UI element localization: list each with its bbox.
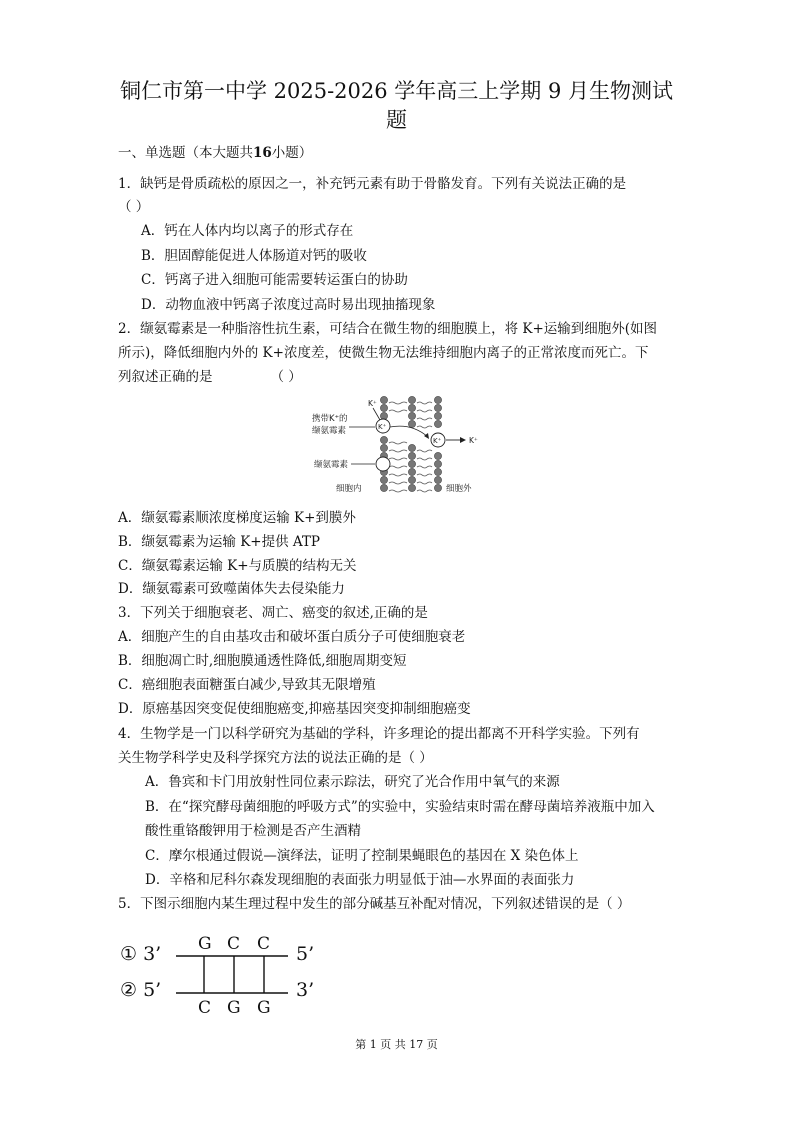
q3-option-d: D．原癌基因突变促使细胞癌变,抑癌基因突变抑制细胞癌变 [118,701,471,717]
transport-arrow [390,426,428,437]
k-exit-arrowhead [460,437,466,443]
q3-option-a: A．细胞产生的自由基攻击和破坏蛋白质分子可使细胞衰老 [118,629,466,645]
inside-cell-label: 细胞内 [336,484,362,494]
section-prefix: 一、单选题（本大题共 [118,145,253,161]
strand2-label: ② 5’ [120,979,162,1001]
strand1-end-label: 5’ [296,943,315,965]
lipid-heads-column-2 [408,396,415,491]
q1-option-d: D．动物血液中钙离子浓度过高时易出现抽搐现象 [141,297,436,313]
q1-option-c: C．钙离子进入细胞可能需要转运蛋白的协助 [141,272,408,288]
valinomycin-label: 缬氨霉素 [314,460,349,470]
membrane-figure [300,393,500,503]
base-pairing-figure [118,925,338,1020]
k-ion-released: K⁺ [433,437,442,445]
k-entry-arrow [373,408,380,420]
q1-bracket: （ ） [118,199,150,215]
q4-option-a: A．鲁宾和卡门用放射性同位素示踪法，研究了光合作用中氧气的来源 [145,774,560,790]
page-footer: 第 1 页 共 17 页 [355,1038,438,1051]
q4-option-b-cont: 酸性重铬酸钾用于检测是否产生酒精 [145,823,361,839]
q3-option-c: C．癌细胞表面糖蛋白减少,导致其无限增殖 [118,677,376,693]
q5-stem: 5．下图示细胞内某生理过程中发生的部分碱基互补配对情况，下列叙述错误的是（ ） [118,896,631,912]
carry-k-label-line1: 携带K⁺的 [312,414,348,424]
q2-option-a: A．缬氨霉素顺浓度梯度运输 K+到膜外 [118,510,356,526]
q3-option-b: B．细胞凋亡时,细胞膜通透性降低,细胞周期变短 [118,653,407,669]
q1-option-b: B．胆固醇能促进人体肠道对钙的吸收 [141,248,367,264]
section-suffix: 小题） [271,145,313,161]
outside-cell-label: 细胞外 [446,484,472,494]
q4-stem-line1: 4．生物学是一门以科学研究为基础的学科，许多理论的提出都离不开科学实验。下列有 [118,726,640,742]
page-title-line1: 铜仁市第一中学 2025-2026 学年高三上学期 9 月生物测试 [119,79,674,103]
q2-bracket: （ ） [270,369,302,385]
bottom-base-2: G [227,998,241,1018]
strand2-end-label: 3’ [296,979,315,1001]
lipid-heads-column-1 [380,396,387,491]
q2-stem-line3 [118,367,302,387]
q4-option-c: C．摩尔根通过假说—演绎法，证明了控制果蝇眼色的基因在 X 染色体上 [145,848,579,864]
k-ion-outside-label: K⁺ [469,436,478,445]
k-ion-top-label: K⁺ [368,399,377,408]
carry-k-label-line2: 缬氨霉素 [312,426,347,436]
q4-stem-line2: 关生物学科学史及科学探究方法的说法正确的是（ ） [118,750,433,766]
bottom-base-3: G [257,998,271,1018]
q1-option-a: A．钙在人体内均以离子的形式存在 [141,223,354,239]
top-base-1: G [198,934,212,954]
valinomycin-empty [376,457,390,471]
q2-stem-text: 列叙述正确的是 [118,369,213,385]
k-ion-in-complex: K⁺ [378,423,387,431]
q3-stem: 3．下列关于细胞衰老、凋亡、癌变的叙述,正确的是 [118,605,428,621]
top-base-3: C [257,934,271,954]
q1-stem: 1．缺钙是骨质疏松的原因之一，补充钙元素有助于骨骼发育。下列有关说法正确的是 [118,176,627,192]
q2-option-d: D．缬氨霉素可致噬菌体失去侵染能力 [118,581,345,597]
q2-option-b: B．缬氨霉素为运输 K+提供 ATP [118,534,320,550]
q2-option-c: C．缬氨霉素运输 K+与质膜的结构无关 [118,558,357,574]
section-heading [118,143,312,163]
q2-stem-line1: 2．缬氨霉素是一种脂溶性抗生素，可结合在微生物的细胞膜上，将 K+运输到细胞外(如图 [118,321,658,337]
q4-option-b: B．在“探究酵母菌细胞的呼吸方式”的实验中，实验结束时需在酵母菌培养液瓶中加入 [145,799,655,815]
strand1-label: ① 3’ [120,943,162,965]
q4-option-d: D．辛格和尼科尔森发现细胞的表面张力明显低于油—水界面的表面张力 [145,872,575,888]
bottom-base-1: C [198,998,212,1018]
q2-stem-line2: 所示)，降低细胞内外的 K+浓度差，使微生物无法维持细胞内离子的正常浓度而死亡。下 [118,345,649,361]
top-base-2: C [227,934,241,954]
section-count: 16 [253,145,272,161]
page-title-line2: 题 [386,108,407,132]
